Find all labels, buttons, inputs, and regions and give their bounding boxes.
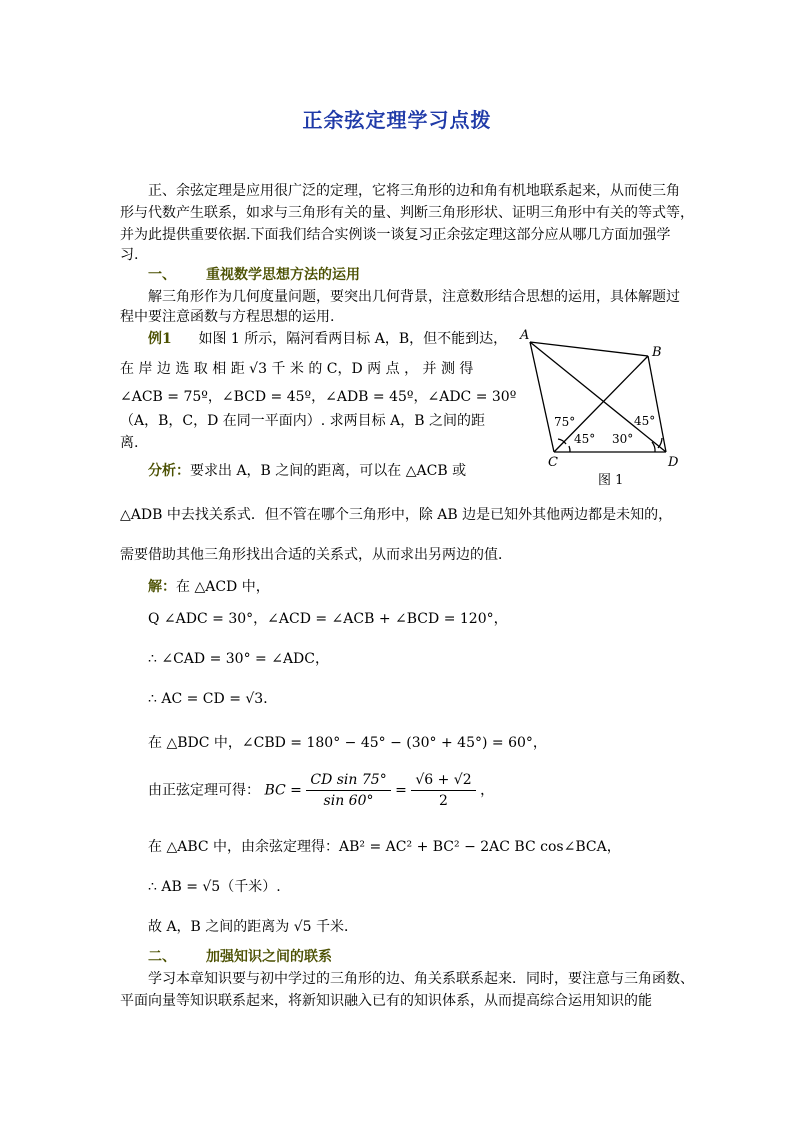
solution-step-8: 故 A，B 之间的距离为 √5 千米．: [148, 919, 359, 935]
intro-line-2: 形与代数产生联系，如求与三角形有关的量、判断三角形形状、证明三角形中有关的等式等，: [120, 205, 694, 221]
solution-step-5-lhs: BC =: [264, 782, 302, 799]
page-title: 正余弦定理学习点拨: [302, 108, 492, 132]
fraction-denominator-1: sin 60°: [323, 793, 374, 809]
section-2-title: 加强知识之间的联系: [206, 949, 332, 965]
example-line-4: （A，B，C，D 在同一平面内）. 求两目标 A，B 之间的距: [120, 413, 485, 429]
example-line-2: 在 岸 边 选 取 相 距 √3 千 米 的 C，D 两 点 ， 并 测 得: [120, 361, 474, 377]
fraction-numerator-2: √6 + √2: [411, 770, 475, 791]
section-2-para-line-1: 学习本章知识要与初中学过的三角形的边、角关系联系起来．同时，要注意与三角函数、: [148, 971, 694, 987]
section-1-title: 重视数学思想方法的运用: [206, 267, 360, 283]
solution-step-5-equals: =: [395, 782, 407, 799]
intro-line-1: 正、余弦定理是应用很广泛的定理，它将三角形的边和角有机地联系起来，从而使三角: [148, 183, 680, 199]
section-1-number: 一、: [148, 267, 176, 283]
solution-step-2: ∴ ∠CAD = 30° = ∠ADC，: [148, 651, 329, 667]
section-2-heading: [148, 946, 332, 968]
analysis-line-1: [148, 460, 466, 482]
figure-caption: 图 1: [598, 473, 624, 488]
solution-line-0: [148, 576, 270, 598]
analysis-text-1: 要求出 A，B 之间的距离，可以在 △ACB 或: [190, 463, 467, 479]
solution-step-5-end: ，: [480, 782, 495, 799]
label-point-d: D: [668, 455, 679, 470]
label-angle-75: 75°: [554, 415, 576, 429]
solution-step-5: [148, 770, 494, 811]
section-2-para-line-2: 平面向量等知识联系起来，将新知识融入已有的知识体系，从而提高综合运用知识的能: [120, 993, 652, 1009]
figure-1: [518, 326, 688, 494]
label-point-c: C: [548, 455, 558, 470]
label-angle-45-d: 45°: [634, 414, 656, 428]
label-angle-45-c: 45°: [574, 432, 596, 446]
solution-step-5-prefix: 由正弦定理可得：: [148, 782, 260, 799]
solution-step-3: ∴ AC = CD = √3．: [148, 691, 278, 707]
section-1-para-line-2: 程中要注意函数与方程思想的运用.: [120, 309, 335, 325]
analysis-line-2: △ADB 中去找关系式．但不管在哪个三角形中，除 AB 边是已知外其他两边都是未知的，: [120, 507, 673, 523]
solution-step-6: 在 △ABC 中，由余弦定理得：AB² = AC² + BC² − 2AC BC cos∠BCA，: [148, 839, 621, 855]
edge-bd: [648, 356, 666, 452]
edge-bc: [554, 356, 648, 452]
solution-step-0: 在 △ACD 中，: [176, 579, 270, 595]
example-label: 例1: [148, 331, 172, 347]
example-line-5: 离.: [120, 435, 139, 451]
section-1-para-line-1: 解三角形作为几何度量问题，要突出几何背景，注意数形结合思想的运用，具体解题过: [148, 289, 680, 305]
fraction-sqrt6-sqrt2: [411, 770, 475, 811]
solution-step-4: 在 △BDC 中，∠CBD = 180° − 45° − (30° + 45°) = 60°，: [148, 735, 547, 751]
example-line-1: [148, 328, 507, 350]
intro-line-3: 并为此提供重要依据.下面我们结合实例谈一谈复习正余弦定理这部分应从哪几方面加强学: [120, 227, 671, 243]
fraction-denominator-2: 2: [439, 793, 448, 809]
section-2-number: 二、: [148, 949, 176, 965]
fraction-cd-sin75: [306, 770, 390, 811]
label-angle-30: 30°: [612, 432, 634, 446]
intro-line-4: 习.: [120, 247, 139, 263]
edge-ab: [530, 342, 648, 356]
solution-step-7: ∴ AB = √5（千米）.: [148, 879, 281, 895]
solution-step-1: Q ∠ADC = 30°，∠ACD = ∠ACB + ∠BCD = 120°，: [148, 611, 508, 627]
example-line-3: ∠ACB = 75º，∠BCD = 45º，∠ADB = 45º，∠ADC = 30º: [120, 389, 517, 405]
label-point-a: A: [520, 328, 530, 343]
fraction-numerator-1: CD sin 75°: [306, 770, 390, 791]
example-text-1: 如图 1 所示，隔河看两目标 A，B，但不能到达，: [198, 331, 508, 347]
label-point-b: B: [652, 345, 662, 360]
solution-label: 解：: [148, 579, 176, 595]
angle-arc-bcd: [569, 446, 570, 452]
analysis-line-3: 需要借助其他三角形找出合适的关系式，从而求出另两边的值．: [120, 547, 512, 563]
analysis-label: 分析：: [148, 463, 190, 479]
section-1-heading: [148, 264, 360, 286]
